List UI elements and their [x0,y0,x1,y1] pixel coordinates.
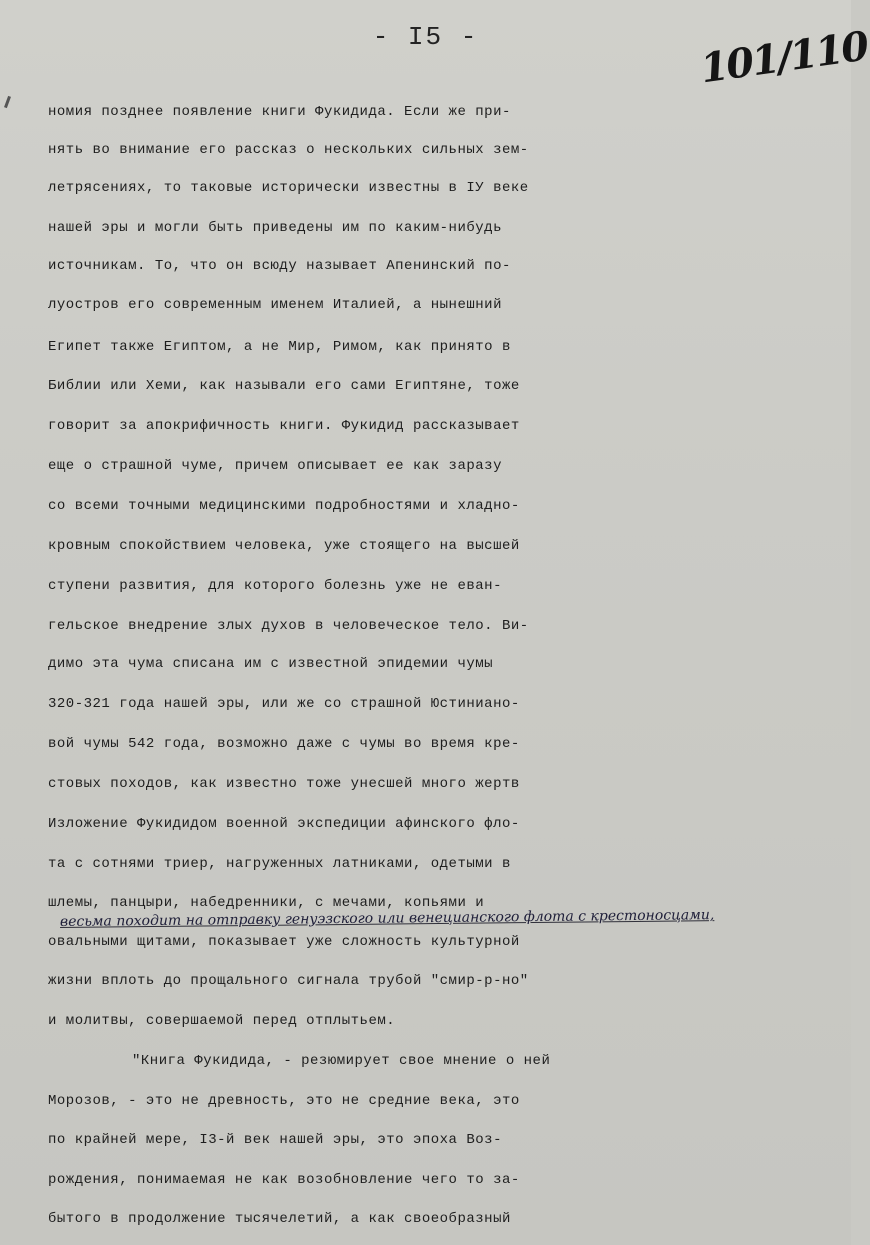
page-number: - I5 - [372,22,479,52]
text-line: рождения, понимаемая не как возобновление чего то за- [48,1172,520,1188]
text-line: по крайней мере, I3-й век нашей эры, это эпоха Воз- [48,1132,502,1148]
text-line: шлемы, панцыри, набедренники, с мечами, копьями и [48,895,485,911]
text-line: ступени развития, для которого болезнь уже не еван- [48,578,502,594]
text-line: "Книга Фукидида, - резюмирует свое мнение о ней [132,1053,551,1069]
text-line: овальными щитами, показывает уже сложность культурной [48,934,520,950]
text-line: Библии или Хеми, как называли его сами Египтяне, тоже [48,378,520,394]
text-line: источникам. То, что он всюду называет Апенинский по- [48,258,511,274]
text-line: номия позднее появление книги Фукидида. Если же при- [48,104,511,120]
text-line: Изложение Фукидидом военной экспедиции афинского фло- [48,816,520,832]
text-line: нять во внимание его рассказ о нескольких сильных зем- [48,142,529,158]
text-line: еще о страшной чуме, причем описывает ее как заразу [48,458,502,474]
text-line: летрясениях, то таковые исторически известны в IУ веке [48,180,529,196]
text-line: жизни вплоть до прощального сигнала трубой "смир-р-но" [48,973,529,989]
text-line: бытого в продолжение тысячелетий, а как своеобразный [48,1211,511,1227]
text-line: со всеми точными медицинскими подробностями и хладно- [48,498,520,514]
handwritten-annotation: весьма походит на отправку генуэзского или венецианского флота с крестоносцами, [59,907,715,930]
text-line: Египет также Египтом, а не Мир, Римом, как принято в [48,339,511,355]
text-line: и молитвы, совершаемой перед отплытьем. [48,1013,396,1029]
text-line: вой чумы 542 года, возможно даже с чумы во время кре- [48,736,520,752]
text-line: стовых походов, как известно тоже унесшей много жертв [48,776,520,792]
text-line: гельское внедрение злых духов в человеческое тело. Ви- [48,618,529,634]
text-line: говорит за апокрифичность книги. Фукидид рассказывает [48,418,520,434]
handwritten-page-number: 101/110 [697,22,870,93]
text-line: луостров его современным именем Италией, а нынешний [48,297,502,313]
text-line: та с сотнями триер, нагруженных латниками, одетыми в [48,856,511,872]
text-line: 320-321 года нашей эры, или же со страшной Юстиниано- [48,696,520,712]
text-line: Морозов, - это не древность, это не средние века, это [48,1093,520,1109]
text-line: кровным спокойствием человека, уже стоящего на высшей [48,538,520,554]
text-line: димо эта чума списана им с известной эпидемии чумы [48,656,494,672]
text-line: нашей эры и могли быть приведены им по каким-нибудь [48,220,502,236]
